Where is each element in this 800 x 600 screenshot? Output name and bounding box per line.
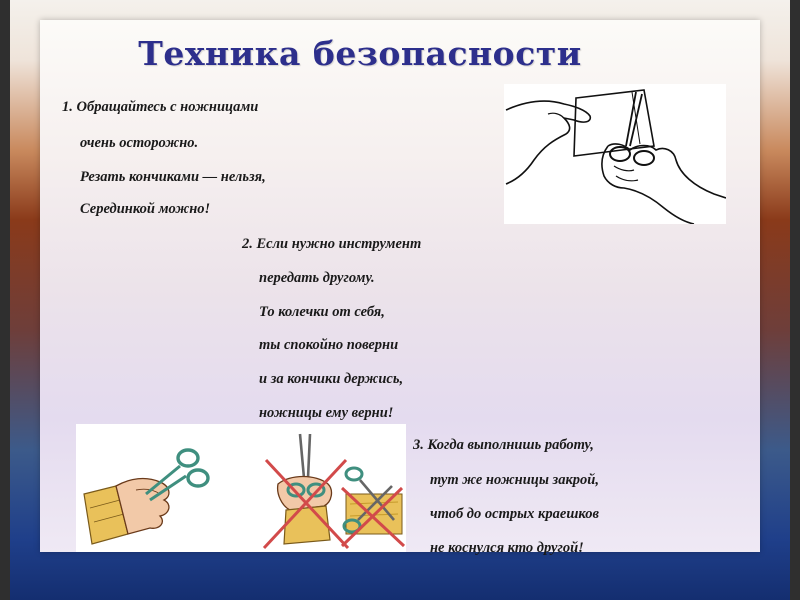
rule2-line-4: ты спокойно поверни: [259, 337, 399, 353]
rule2-line-2: передать другому.: [259, 270, 375, 286]
slide-title: Техника безопасности: [138, 34, 582, 73]
rule2-line-1: 2. Если нужно инструмент: [242, 236, 422, 252]
open-scissors-crossed-icon: [338, 424, 406, 552]
rule3-line-1: 3. Когда выполнишь работу,: [413, 437, 594, 453]
rule1-line-2: очень осторожно.: [80, 135, 199, 151]
rule1-line-3: Резать кончиками — нельзя,: [80, 169, 266, 185]
bottom-picture-strip: [76, 424, 406, 552]
rule2-line-5: и за кончики держись,: [259, 371, 404, 387]
rule2-line-3: То колечки от себя,: [259, 304, 385, 320]
rule3-line-3: чтоб до острых краешков: [430, 506, 599, 522]
rule2-line-6: ножницы ему верни!: [259, 405, 394, 421]
rule1-line-1: 1. Обращайтесь с ножницами: [62, 99, 259, 115]
rule3-line-2: тут же ножницы закрой,: [430, 472, 599, 488]
hand-passing-scissors-icon: [76, 424, 216, 552]
rule1-line-4: Серединкой можно!: [80, 201, 211, 217]
hands-cutting-paper-icon: [504, 84, 726, 224]
rule3-line-4: не коснулся кто другой!: [430, 540, 584, 556]
